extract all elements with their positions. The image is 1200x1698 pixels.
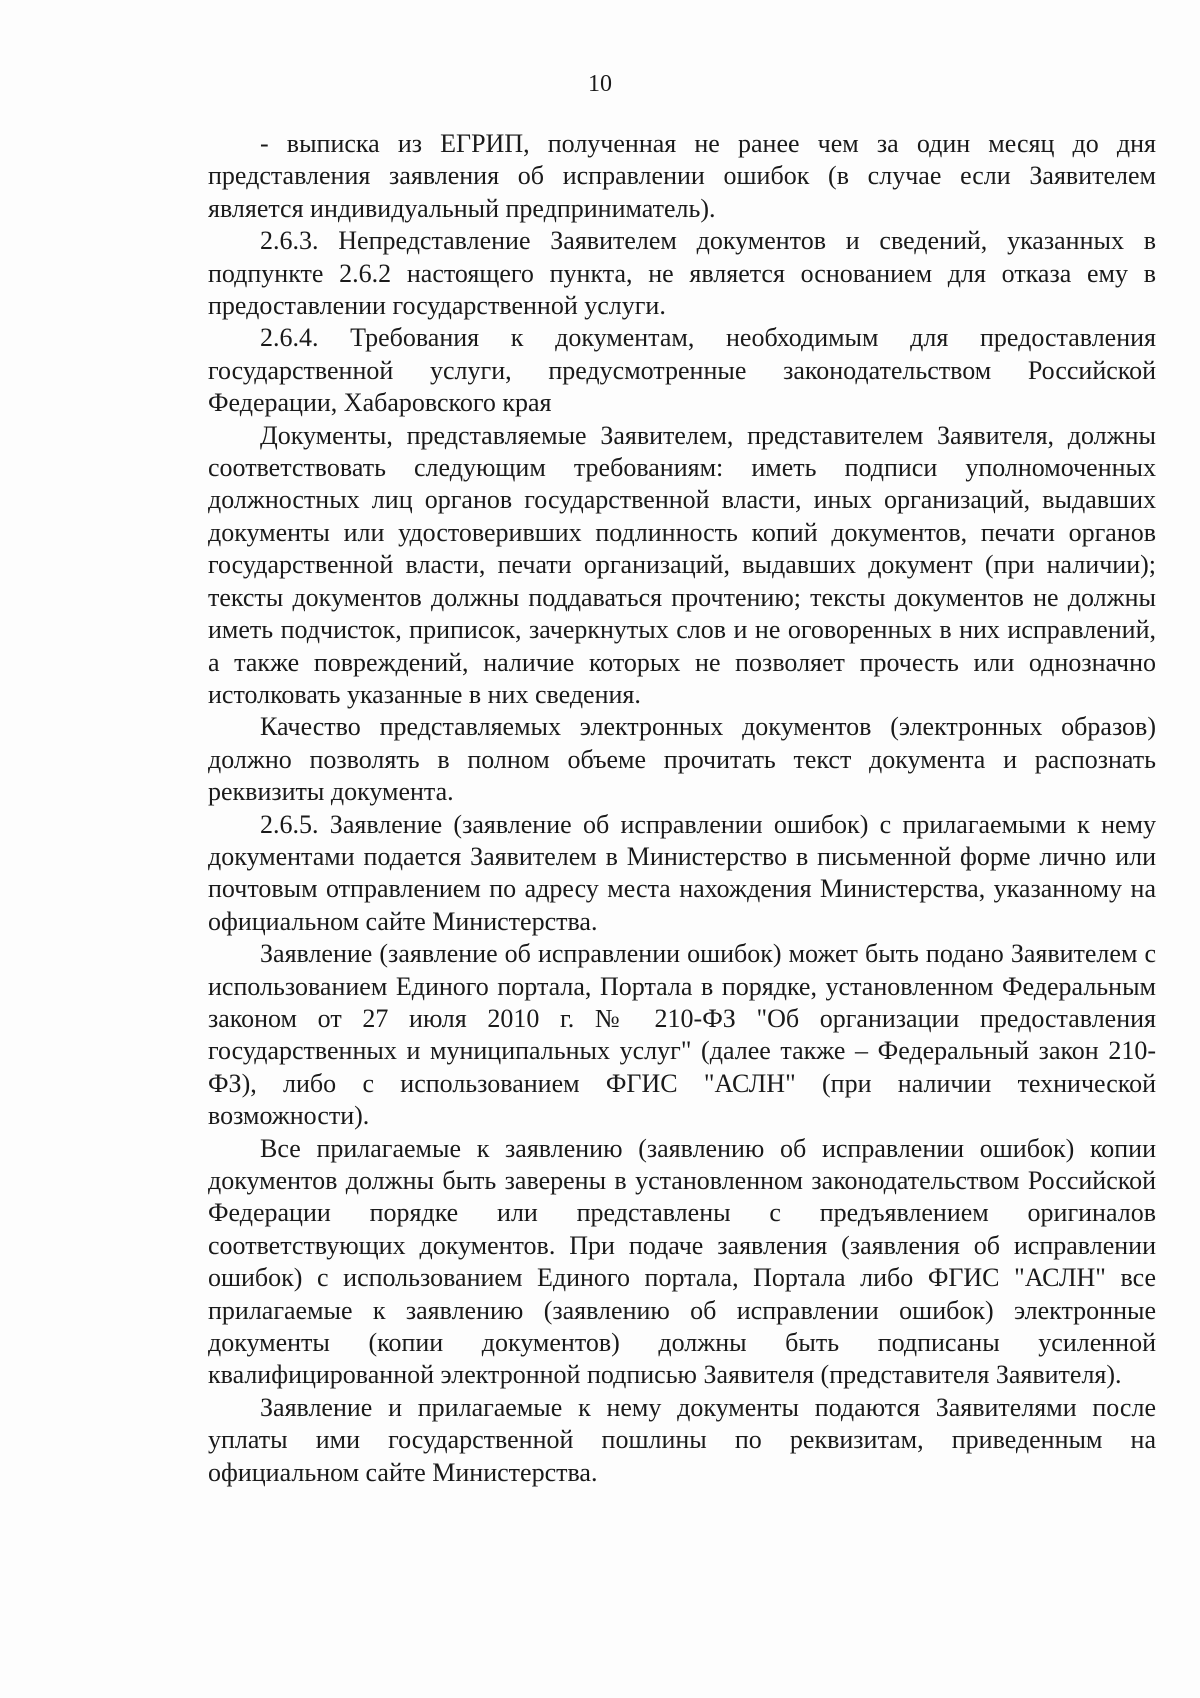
page-number: 10 [588,71,612,97]
paragraph-2-6-4: 2.6.4. Требования к документам, необходимым для предоставления государственной услуги, предусмотренные законодательством Российской Федерации, Хабаровского края [208,323,1156,418]
paragraph-document-requirements: Документы, представляемые Заявителем, представителем Заявителя, должны соответствовать следующим требованиям: иметь подписи уполномоченных должностных лиц органов государственной власти, иных организаций, выдавших документы или удостоверивших подлинность копий документов, печати органов государственной власти, печати организаций, выдавших документ (при наличии); тексты документов должны поддаваться прочтению; тексты документов не должны иметь подчисток, приписок, зачеркнутых слов и не оговоренных в них исправлений, а также повреждений, наличие которых не позволяет прочесть или однозначно истолковать указанные в них сведения. [208,420,1156,709]
paragraph-online-submission: Заявление (заявление об исправлении ошибок) может быть подано Заявителем с использованием Единого портала, Портала в порядке, установленном Федеральным законом от 27 июля 2010 г. № 210-ФЗ "Об организации предоставления государственных и муниципальных услуг" (далее также – Федеральный закон 210-ФЗ), либо с использованием ФГИС "АСЛН" (при наличии технической возможности). [208,939,1156,1131]
paragraph-copies-certification: Все прилагаемые к заявлению (заявлению об исправлении ошибок) копии документов должны быть заверены в установленном законодательством Российской Федерации порядке или представлены с предъявлением оригиналов соответствующих документов. При подаче заявления (заявления об исправлении ошибок) с использованием Единого портала, Портала либо ФГИС "АСЛН" все прилагаемые к заявлению (заявлению об исправлении ошибок) электронные документы (копии документов) должны быть подписаны усиленной квалифицированной электронной подписью Заявителя (представителя Заявителя). [208,1133,1156,1390]
paragraph-electronic-quality: Качество представляемых электронных документов (электронных образов) должно позволять в полном объеме прочитать текст документа и распознать реквизиты документа. [208,712,1156,807]
paragraph-egrip-extract: - выписка из ЕГРИП, полученная не ранее чем за один месяц до дня представления заявления об исправлении ошибок (в случае если Заявителем является индивидуальный предприниматель). [208,129,1156,223]
paragraph-state-fee: Заявление и прилагаемые к нему документы подаются Заявителями после уплаты ими государственной пошлины по реквизитам, приведенным на официальном сайте Министерства. [208,1392,1156,1487]
paragraph-2-6-3: 2.6.3. Непредставление Заявителем документов и сведений, указанных в подпункте 2.6.2 настоящего пункта, не является основанием для отказа ему в предоставлении государственной услуги. [208,226,1156,321]
document-body [208,128,1156,1489]
paragraph-2-6-5: 2.6.5. Заявление (заявление об исправлении ошибок) с прилагаемыми к нему документами подается Заявителем в Министерство в письменной форме лично или почтовым отправлением по адресу места нахождения Министерства, указанному на официальном сайте Министерства. [208,809,1156,936]
